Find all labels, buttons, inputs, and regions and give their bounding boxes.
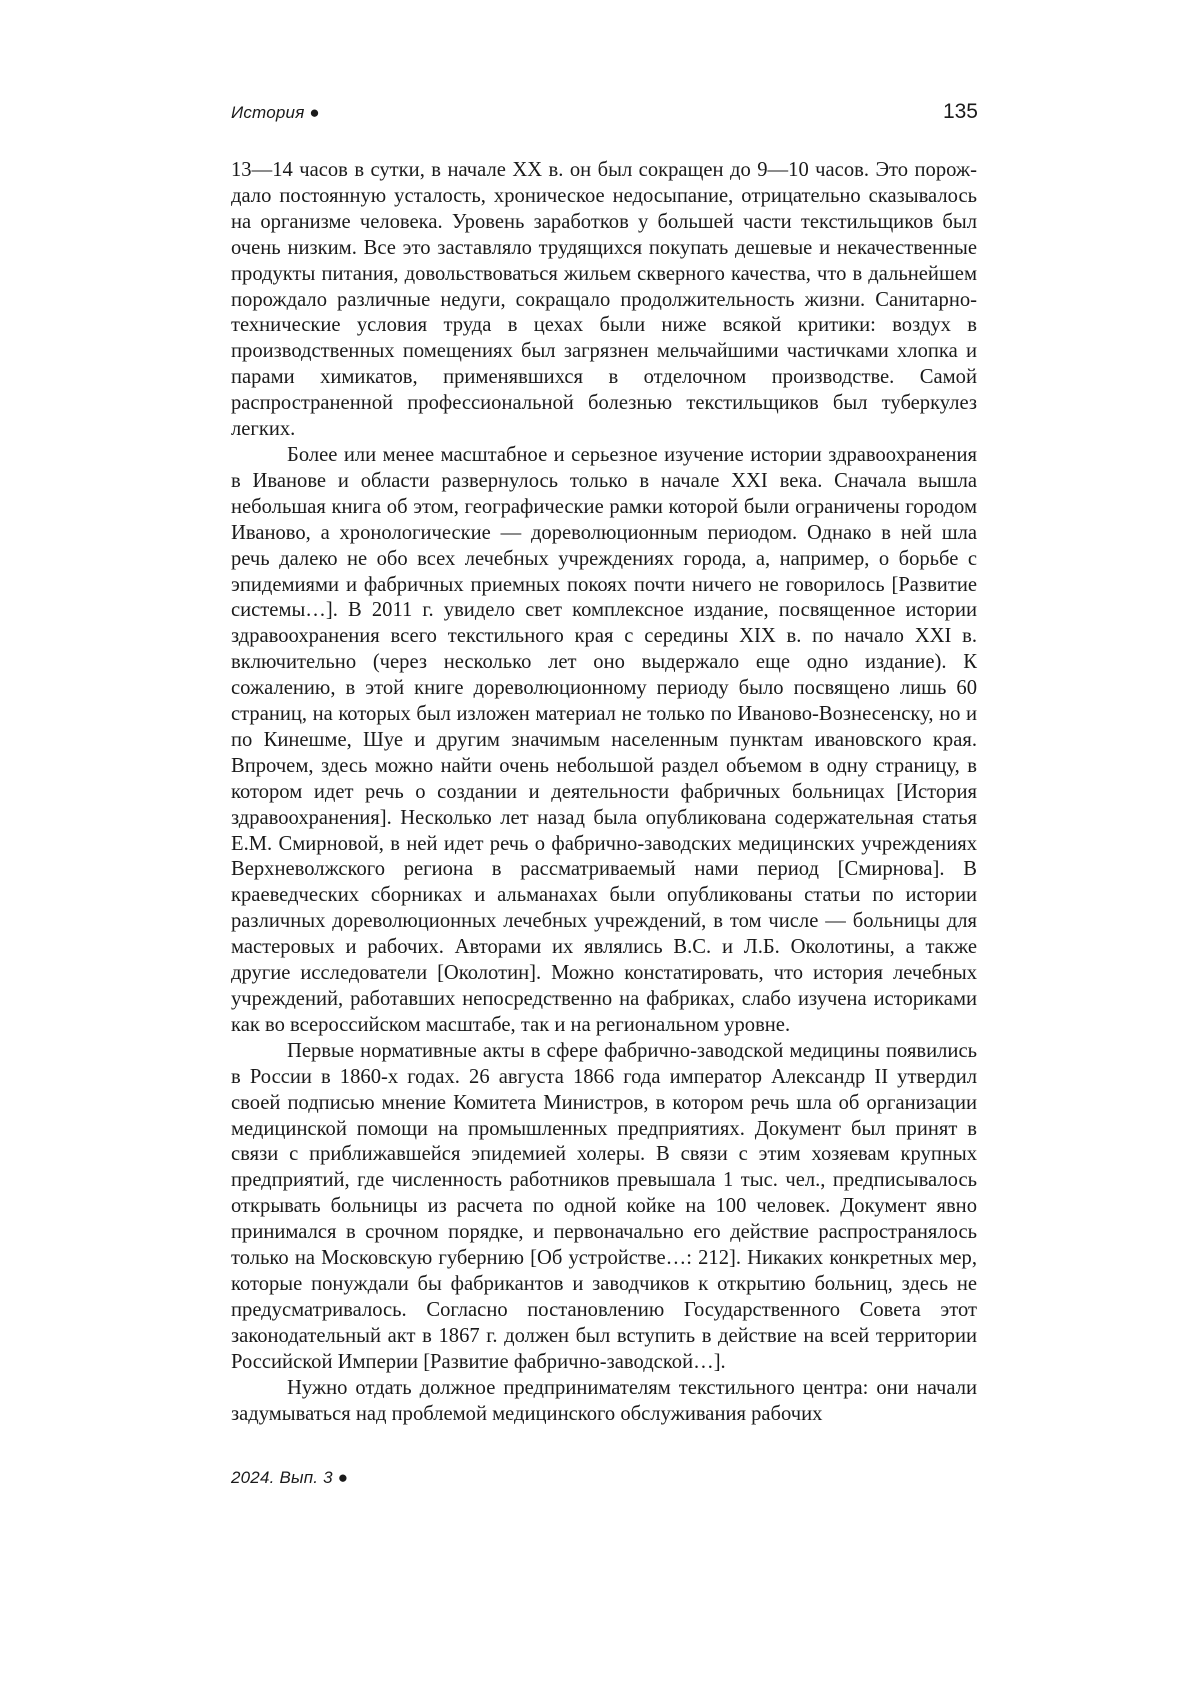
issue-footer: 2024. Вып. 3 ● [231, 1468, 349, 1487]
running-head: История ● [231, 103, 320, 122]
paragraph-continuation: 13—14 часов в сутки, в начале XX в. он был сокращен до 9—10 часов. Это порождало постоянную усталость, хроническое недосыпание, отрицательно сказывалось на организме человека. Уровень заработков у большей части текстильщиков был очень низким. Все это заставляло трудящихся покупать дешевые и некачественные продукты питания, довольствоваться жильем скверного качества, что в дальнейшем порождало различные недуги, сокращало продолжительность жизни. Санитарно-технические условия труда в цехах были ниже всякой критики: воздух в производственных помещениях был загрязнен мельчайшими частичками хлопка и парами химикатов, применявшихся в отделочном производстве. Самой распространенной профессиональной болезнью текстильщиков был туберкулез легких. [231, 159, 977, 441]
paragraph: Более или менее масштабное и серьезное изучение истории здравоохранения в Иванове и области развернулось только в начале XXI века. Сначала вышла небольшая книга об этом, географические рамки которой были ограничены городом Иваново, а хронологические — дореволюционным периодом. Однако в ней шла речь далеко не обо всех лечебных учреждениях города, а, например, о борьбе с эпидемиями и фабричных приемных покоях почти ничего не говорилось [Развитие системы…]. В 2011 г. увидело свет комплексное издание, посвященное истории здравоохранения всего текстильного края с середины XIX в. по начало XXI в. включительно (через несколько лет оно выдержало еще одно издание). К сожалению, в этой книге дореволюционному периоду было посвящено лишь 60 страниц, на которых был изложен материал не только по Иваново-Вознесенску, но и по Кинешме, Шуе и другим значимым населенным пунктам ивановского края. Впрочем, здесь можно найти очень небольшой раздел объемом в одну страницу, в котором идет речь о создании и деятельности фабричных больницах [История здравоохранения]. Несколько лет назад была опубликована содержательная статья Е.М. Смирновой, в ней идет речь о фабрично-заводских медицинских учреждениях Верхневолжского региона в рассматриваемый нами период [Смирнова]. В краеведческих сборниках и альманахах были опубликованы статьи по истории различных дореволюционных лечебных учреждений, в том числе — больницы для мастеровых и рабочих. Авторами их являлись В.С. и Л.Б. Околотины, а также другие исследователи [Околотин]. Можно констатировать, что история лечебных учреждений, работавших непосредственно на фабриках, слабо изучена историками как во всероссийском масштабе, так и на региональном уровне. [231, 443, 977, 1036]
paragraph: Нужно отдать должное предпринимателям текстильного центра: они начали задумываться над проблемой медицинского обслуживания рабочих [231, 1376, 977, 1425]
page-number: 135 [942, 100, 978, 123]
paragraph: Первые нормативные акты в сфере фабрично-заводской медицины появились в России в 1860-х годах. 26 августа 1866 года император Александр II утвердил своей подписью мнение Комитета Министров, в котором речь шла об организации медицинской помощи на промышленных предприятиях. Документ был принят в связи с приближавшейся эпидемией холеры. В связи с этим хозяевам крупных предприятий, где численность работников превышала 1 тыс. чел., предписывалось открывать больницы из расчета по одной койке на 100 человек. Документ явно принимался в срочном порядке, и первоначально его действие распространялось только на Московскую губернию [Об устройстве…: 212]. Никаких конкретных мер, которые понуждали бы фабрикантов и заводчиков к открытию больниц, здесь не предусматривалось. Согласно постановлению Государственного Совета этот законодательный акт в 1867 г. должен был вступить в действие на всей территории Российской Империи [Развитие фабрично-заводской…]. [231, 1039, 977, 1373]
body-text [231, 158, 977, 1427]
